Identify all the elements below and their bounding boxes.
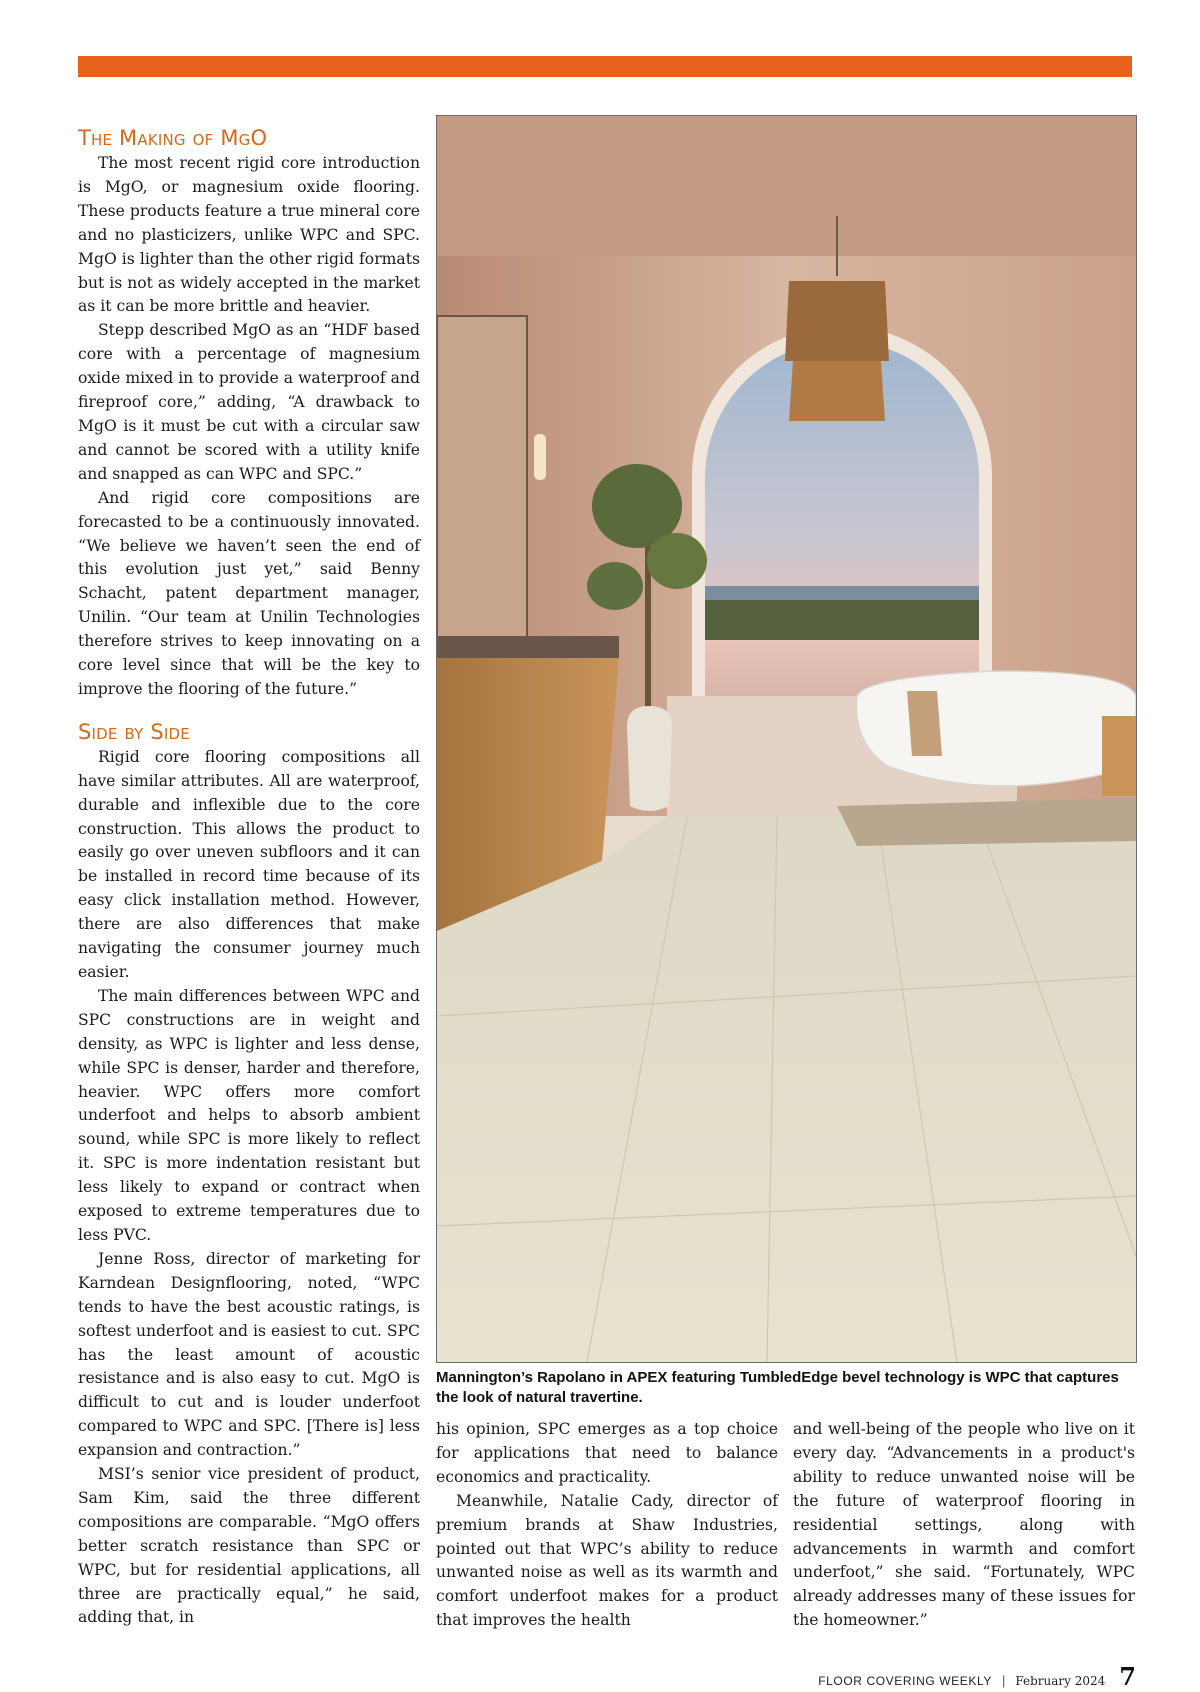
subhead-making-of-mgo: The Making of MgO	[78, 126, 268, 150]
sea	[705, 586, 979, 600]
tree-foliage	[587, 562, 643, 610]
header-accent-bar	[78, 56, 1132, 77]
paragraph: The main differences between WPC and SPC constructions are in weight and density, as WPC is lighter and less dense, while SPC is denser, harder and therefore, heavier. WPC offers more comfort underfoot and helps to absorb ambient sound, while SPC is more likely to reflect it. SPC is more indentation resistant but less likely to expand or contract when exposed to extreme temperatures due to less PVC.	[78, 986, 420, 1244]
paragraph: The most recent rigid core introduction is MgO, or magnesium oxide flooring. These products feature a true mineral core and no plasticizers, unlike WPC and SPC. MgO is lighter than the other rigid formats but is not as widely accepted in the market as it can be more brittle and heavier.	[78, 154, 420, 316]
chandelier-upper	[785, 281, 889, 361]
distant-shrubs	[705, 600, 979, 640]
freestanding-tub	[856, 671, 1136, 786]
ceiling	[437, 116, 1136, 266]
paragraph: Meanwhile, Natalie Cady, director of premium brands at Shaw Industries, pointed out that WPC’s ability to reduce unwanted noise as well as its warmth and comfort underfoot makes for a product that improves the health	[436, 1491, 778, 1630]
side-table	[1102, 716, 1136, 796]
bathroom-photo	[436, 115, 1137, 1363]
issue-date: February 2024	[1015, 1674, 1106, 1688]
footer-separator: |	[1001, 1673, 1006, 1688]
vanity-top	[437, 636, 619, 658]
wall-sconce	[534, 434, 546, 480]
plant-pot	[627, 706, 672, 811]
page-number: 7	[1119, 1662, 1136, 1691]
tree-foliage	[647, 533, 707, 589]
paragraph: Rigid core flooring compositions all have similar attributes. All are waterproof, durable and inflexible due to the core construction. This allows the product to easily go over uneven subfloors and it can be installed in record time because of its easy click installation method. However, there are also differences that make navigating the consumer journey much easier.	[78, 747, 420, 981]
middle-column	[436, 1418, 778, 1633]
bath-rug	[837, 798, 1136, 846]
right-column	[793, 1418, 1135, 1633]
photo-caption: Mannington’s Rapolano in APEX featuring TumbledEdge bevel technology is WPC that captures the look of natural travertine.	[436, 1369, 1119, 1406]
paragraph: MSI’s senior vice president of product, Sam Kim, said the three different compositions are comparable. “MgO offers better scratch resistance than SPC or WPC, but for residential applications, all three are practically equal,” he said, adding that, in	[78, 1465, 420, 1627]
travertine-floor	[437, 806, 1136, 1362]
bathroom-illustration	[437, 116, 1136, 1362]
publication-name: FLOOR COVERING WEEKLY	[818, 1674, 992, 1688]
page-footer	[818, 1662, 1136, 1692]
paragraph: his opinion, SPC emerges as a top choice for applications that need to balance economics and practicality.	[436, 1420, 778, 1486]
paragraph: Jenne Ross, director of marketing for Karndean Designflooring, noted, “WPC tends to have the best acoustic ratings, is softest underfoot and is easiest to cut. SPC has the least amount of acoustic resistance and is also easy to cut. MgO is difficult to cut and is louder underfoot compared to WPC and SPC. [There is] less expansion and contraction.”	[78, 1249, 420, 1460]
towel	[907, 691, 942, 756]
paragraph: and well-being of the people who live on it every day. “Advancements in a product's ability to reduce unwanted noise will be the future of waterproof flooring in residential settings, along with advancements in warmth and comfort underfoot,” she said. “Fortunately, WPC already addresses many of these issues for the homeowner.”	[793, 1420, 1135, 1630]
paragraph: Stepp described MgO as an “HDF based core with a percentage of magnesium oxide mixed in to provide a waterproof and fireproof core,” adding, “A drawback to MgO is it must be cut with a circular saw and cannot be scored with a utility knife and snapped as can WPC and SPC.”	[78, 321, 420, 483]
chandelier-lower	[789, 361, 885, 421]
mirror	[437, 316, 527, 656]
paragraph: And rigid core compositions are forecasted to be a continuously innovated. “We believe we haven’t seen the end of this evolution just yet,” said Benny Schacht, patent department manager, Unilin. “Our team at Unilin Technologies therefore strives to keep innovating on a core level since that will be the key to improve the flooring of the future.”	[78, 488, 420, 698]
left-column	[78, 124, 420, 1630]
subhead-side-by-side: Side by Side	[78, 719, 190, 744]
